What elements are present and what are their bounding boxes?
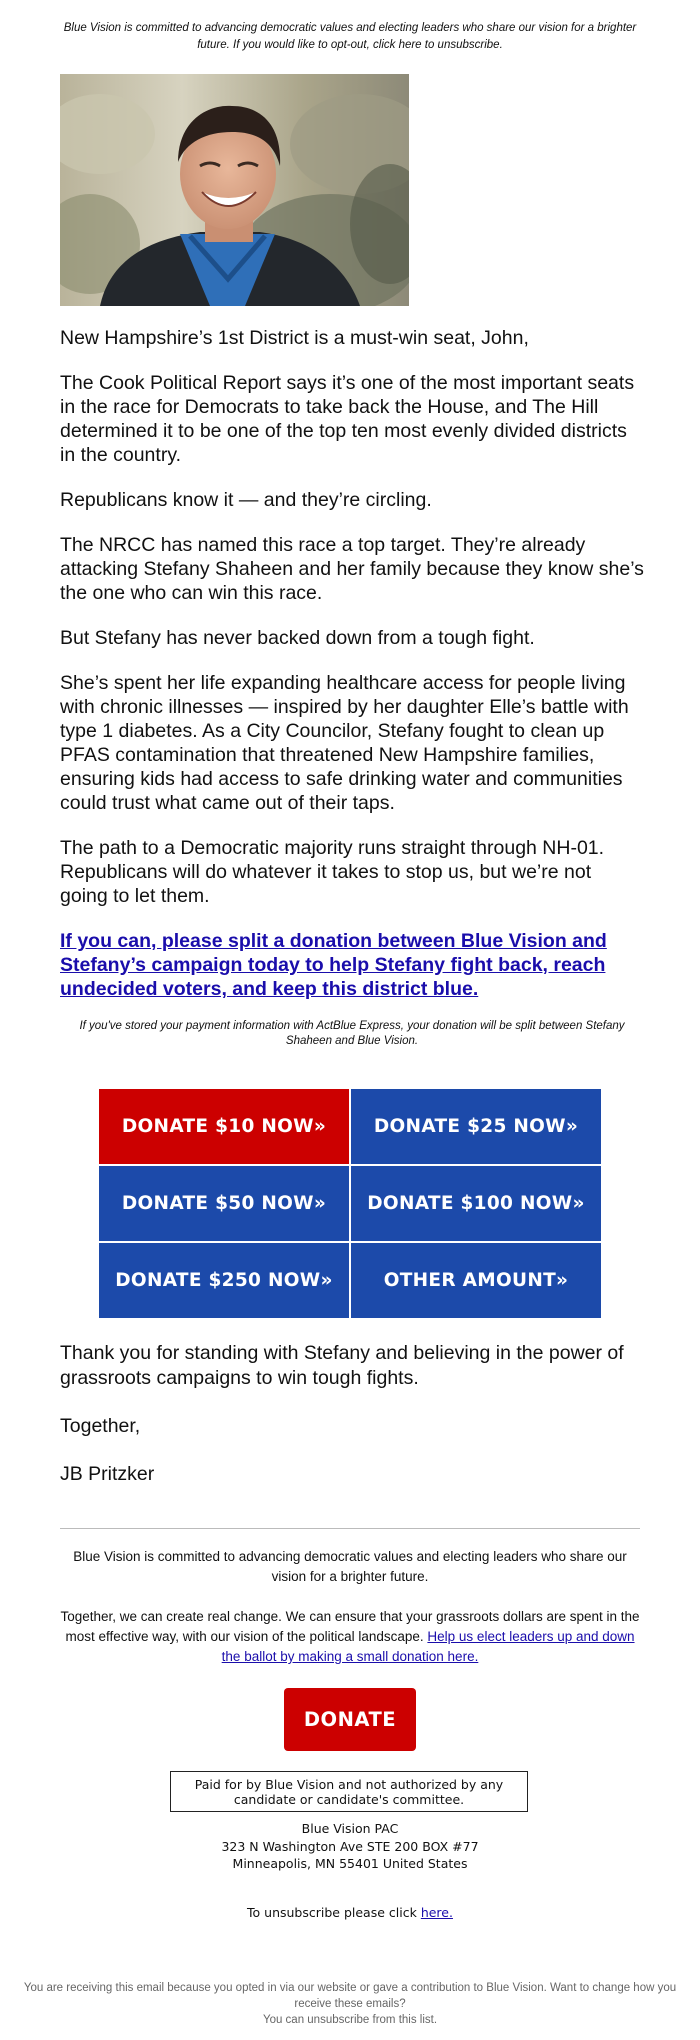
address-line-2: Minneapolis, MN 55401 United States bbox=[232, 1856, 468, 1871]
mailing-address bbox=[150, 1820, 550, 1873]
cta-paragraph bbox=[60, 929, 644, 1001]
footer-donate-button[interactable]: DONATE bbox=[284, 1688, 416, 1751]
paragraph-healthcare: She’s spent her life expanding healthcare access for people living with chronic illnesses — inspired by her daughter Elle’s battle with type 1 diabetes. As a City Councilor, Stefany fought to clean up PFAS contamination that threatened New Hampshire families, ensuring kids had access to safe drinking water and communities could trust what came out of their taps. bbox=[60, 672, 629, 814]
footer-donation-link[interactable]: Help us elect leaders up and down the ballot by making a small donation here. bbox=[221, 1629, 635, 1664]
footer-change-paragraph bbox=[60, 1607, 640, 1667]
footer-divider bbox=[60, 1528, 640, 1529]
paragraph-cook-report: The Cook Political Report says it’s one of the most important seats in the race for Democrats to take back the House, and The Hill determined it to be one of the top ten most evenly divided districts in the country. bbox=[60, 372, 635, 466]
paragraph-circling: Republicans know it — and they’re circling. bbox=[60, 489, 432, 511]
hero-photo bbox=[60, 74, 409, 306]
bottom-notice-line-2[interactable]: You can unsubscribe from this list. bbox=[262, 2014, 438, 2026]
donate-10-button[interactable]: DONATE $10 NOW» bbox=[99, 1089, 349, 1164]
preheader-text[interactable]: Blue Vision is committed to advancing democratic values and electing leaders who share our vision for a brighter future. If you would like to opt-out, click here to unsubscribe. bbox=[63, 22, 637, 51]
actblue-note: If you've stored your payment information with ActBlue Express, your donation will be split between Stefany Shaheen and Blue Vision. bbox=[79, 1020, 625, 1047]
signoff: Together, bbox=[60, 1415, 141, 1437]
thank-you-paragraph: Thank you for standing with Stefany and believing in the power of grassroots campaigns to win tough fights. bbox=[60, 1342, 624, 1389]
footer-change-text: Together, we can create real change. We can ensure that your grassroots dollars are spent in the most effective way, with our vision of the political landscape. bbox=[60, 1609, 640, 1644]
paragraph-tough-fight: But Stefany has never backed down from a tough fight. bbox=[60, 627, 535, 649]
cta-donate-link[interactable]: If you can, please split a donation between Blue Vision and Stefany’s campaign today to help Stefany fight back, reach undecided voters, and keep this district blue. bbox=[60, 930, 607, 1000]
paragraph-path: The path to a Democratic majority runs straight through NH-01. Republicans will do whatever it takes to stop us, but we’re not going to let them. bbox=[60, 837, 605, 907]
donate-25-button[interactable]: DONATE $25 NOW» bbox=[351, 1089, 601, 1164]
bottom-notice-line-1: You are receiving this email because you opted in via our website or gave a contribution to Blue Vision. Want to change how you receive these emails? bbox=[23, 1982, 677, 2010]
message-body bbox=[60, 326, 644, 1049]
donate-250-button[interactable]: DONATE $250 NOW» bbox=[99, 1243, 349, 1318]
unsubscribe-text: To unsubscribe please click bbox=[247, 1905, 417, 1920]
signature: JB Pritzker bbox=[60, 1463, 155, 1485]
unsubscribe-link[interactable]: here. bbox=[420, 1905, 453, 1920]
bottom-notice bbox=[15, 1980, 685, 2028]
donate-100-button[interactable]: DONATE $100 NOW» bbox=[351, 1166, 601, 1241]
donate-other-amount-button[interactable]: OTHER AMOUNT» bbox=[351, 1243, 601, 1318]
greeting: New Hampshire’s 1st District is a must-win seat, John, bbox=[60, 327, 529, 349]
donate-50-button[interactable]: DONATE $50 NOW» bbox=[99, 1166, 349, 1241]
paragraph-nrcc: The NRCC has named this race a top target. They’re already attacking Stefany Shaheen and her family because they know she’s the one who can win this race. bbox=[60, 534, 644, 604]
footer-text bbox=[60, 1547, 640, 1687]
donate-button-grid bbox=[99, 1089, 601, 1319]
footer-mission: Blue Vision is committed to advancing democratic values and electing leaders who share our vision for a brighter future. bbox=[73, 1549, 627, 1584]
address-line-1: 323 N Washington Ave STE 200 BOX #77 bbox=[221, 1838, 479, 1854]
paid-for-disclaimer: Paid for by Blue Vision and not authorized by any candidate or candidate's committee. bbox=[170, 1771, 528, 1812]
unsubscribe-line bbox=[150, 1905, 550, 1920]
closing-section bbox=[60, 1341, 644, 1510]
org-name: Blue Vision PAC bbox=[301, 1821, 399, 1836]
